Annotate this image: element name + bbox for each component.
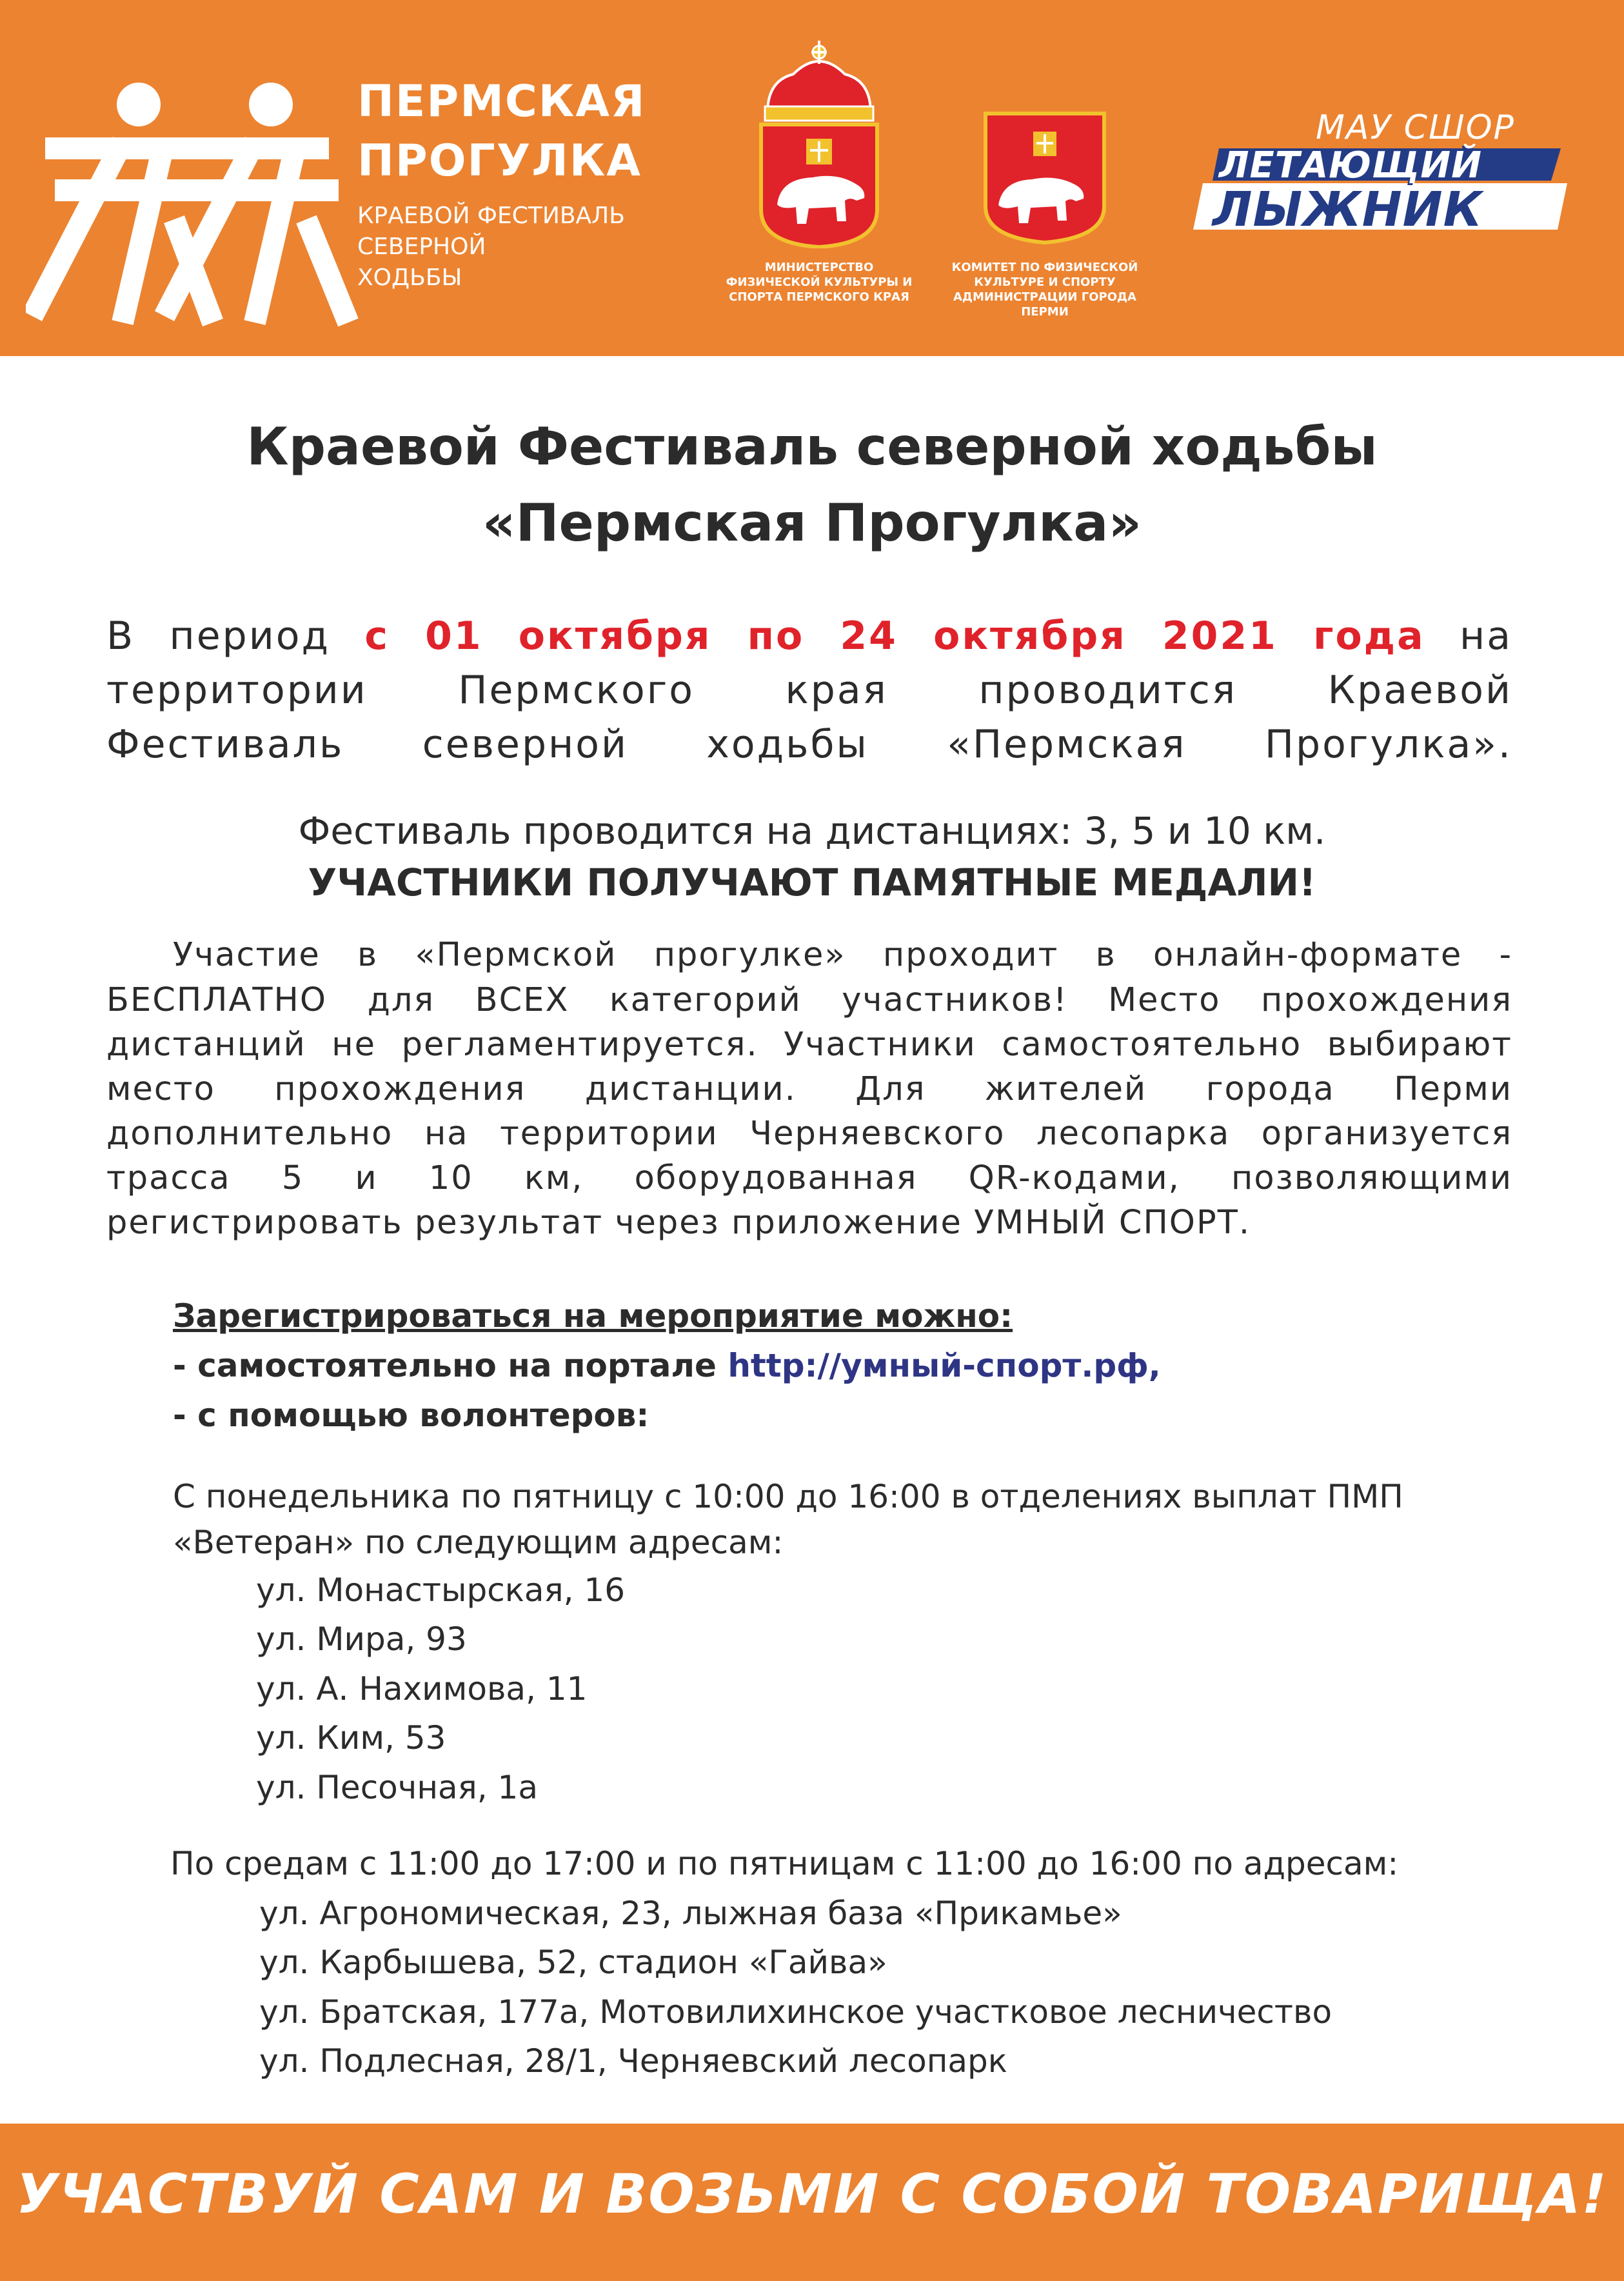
logo-title-line2: ПРОГУЛКА	[357, 135, 642, 186]
intro-prefix: В период	[106, 613, 365, 659]
portal-link[interactable]: http://умный-спорт.рф,	[728, 1347, 1161, 1384]
registration-portal-prefix: - самостоятельно на портале	[173, 1347, 728, 1384]
weekday-schedule-line2: «Ветеран» по следующим адресам:	[173, 1524, 784, 1561]
sport-school-logo-line1: ЛЕТАЮЩИЙ	[1219, 144, 1483, 186]
ministry-caption: МИНИСТЕРСТВО ФИЗИЧЕСКОЙ КУЛЬТУРЫ И СПОРТА ПЕРМСКОГО КРАЯ	[726, 261, 913, 304]
registration-heading: Зарегистрироваться на мероприятие можно:	[173, 1297, 1013, 1335]
participation-line: дистанций не регламентируется. Участники самостоятельно выбирают	[106, 1026, 1512, 1064]
page-title-line1: Краевой Фестиваль северной ходьбы	[246, 417, 1378, 477]
registration-volunteers: - с помощью волонтеров:	[173, 1397, 649, 1434]
intro-suffix: на	[1425, 613, 1512, 659]
sport-school-logo-line2: ЛЫЖНИК	[1213, 182, 1483, 237]
weekday-address: ул. А. Нахимова, 11	[256, 1670, 588, 1708]
weekday-address: ул. Песочная, 1а	[256, 1769, 538, 1806]
participation-line: дополнительно на территории Черняевского лесопарка организуется	[106, 1115, 1512, 1153]
weekday-schedule-line1: С понедельника по пятницу с 10:00 до 16:00 в отделениях выплат ПМП	[173, 1478, 1403, 1515]
logo-subtitle-line3: ХОДЬБЫ	[357, 264, 462, 291]
wednesday-address: ул. Подлесная, 28/1, Черняевский лесопарк	[259, 2042, 1007, 2080]
participation-line: Участие в «Пермской прогулке» проходит в онлайн-формате -	[173, 936, 1512, 974]
logo-subtitle-line1: КРАЕВОЙ ФЕСТИВАЛЬ	[357, 203, 625, 229]
wednesday-schedule-line1: По средам с 11:00 до 17:00 и по пятницам с 11:00 до 16:00 по адресам:	[170, 1845, 1399, 1882]
walking-people-logo-icon	[26, 58, 361, 329]
intro-paragraph	[106, 609, 1512, 772]
weekday-address: ул. Мира, 93	[256, 1620, 467, 1658]
medals-text: УЧАСТНИКИ ПОЛУЧАЮТ ПАМЯТНЫЕ МЕДАЛИ!	[308, 861, 1316, 904]
wednesday-address: ул. Агрономическая, 23, лыжная база «Прикамье»	[259, 1895, 1122, 1932]
intro-dates: с 01 октября по 24 октября 2021 года	[364, 613, 1425, 659]
logo-subtitle-line2: СЕВЕРНОЙ	[357, 234, 486, 260]
wednesday-address: ул. Братская, 177а, Мотовилихинское участковое лесничество	[259, 1993, 1332, 2031]
perm-city-coat-of-arms-icon	[980, 110, 1109, 245]
registration-portal-line	[173, 1347, 1161, 1384]
participation-line: трасса 5 и 10 км, оборудованная QR-кодами, позволяющими	[106, 1159, 1512, 1197]
committee-caption: КОМИТЕТ ПО ФИЗИЧЕСКОЙ КУЛЬТУРЕ И СПОРТУ АДМИНИСТРАЦИИ ГОРОДА ПЕРМИ	[951, 261, 1138, 319]
footer-slogan: УЧАСТВУЙ САМ И ВОЗЬМИ С СОБОЙ ТОВАРИЩА!	[16, 2162, 1608, 2226]
participation-line: место прохождения дистанции. Для жителей города Перми	[106, 1070, 1512, 1108]
sport-school-name: МАУ СШОР	[1316, 108, 1515, 147]
perm-krai-coat-of-arms-icon	[742, 35, 896, 248]
intro-line1	[106, 609, 1512, 663]
wednesday-address: ул. Карбышева, 52, стадион «Гайва»	[259, 1944, 887, 1981]
page-title-line2: «Пермская Прогулка»	[482, 493, 1142, 553]
weekday-address: ул. Ким, 53	[256, 1719, 446, 1757]
logo-title-line1: ПЕРМСКАЯ	[357, 76, 646, 127]
distances-text: Фестиваль проводится на дистанциях: 3, 5 и 10 км.	[298, 809, 1326, 853]
participation-line: регистрировать результат через приложение УМНЫЙ СПОРТ.	[106, 1204, 1251, 1242]
intro-line2: территории Пермского края проводится Краевой	[106, 668, 1512, 713]
intro-line3: Фестиваль северной ходьбы «Пермская Прогулка».	[106, 722, 1512, 767]
weekday-address: ул. Монастырская, 16	[256, 1571, 626, 1609]
participation-line: БЕСПЛАТНО для ВСЕХ категорий участников! Место прохождения	[106, 981, 1512, 1019]
